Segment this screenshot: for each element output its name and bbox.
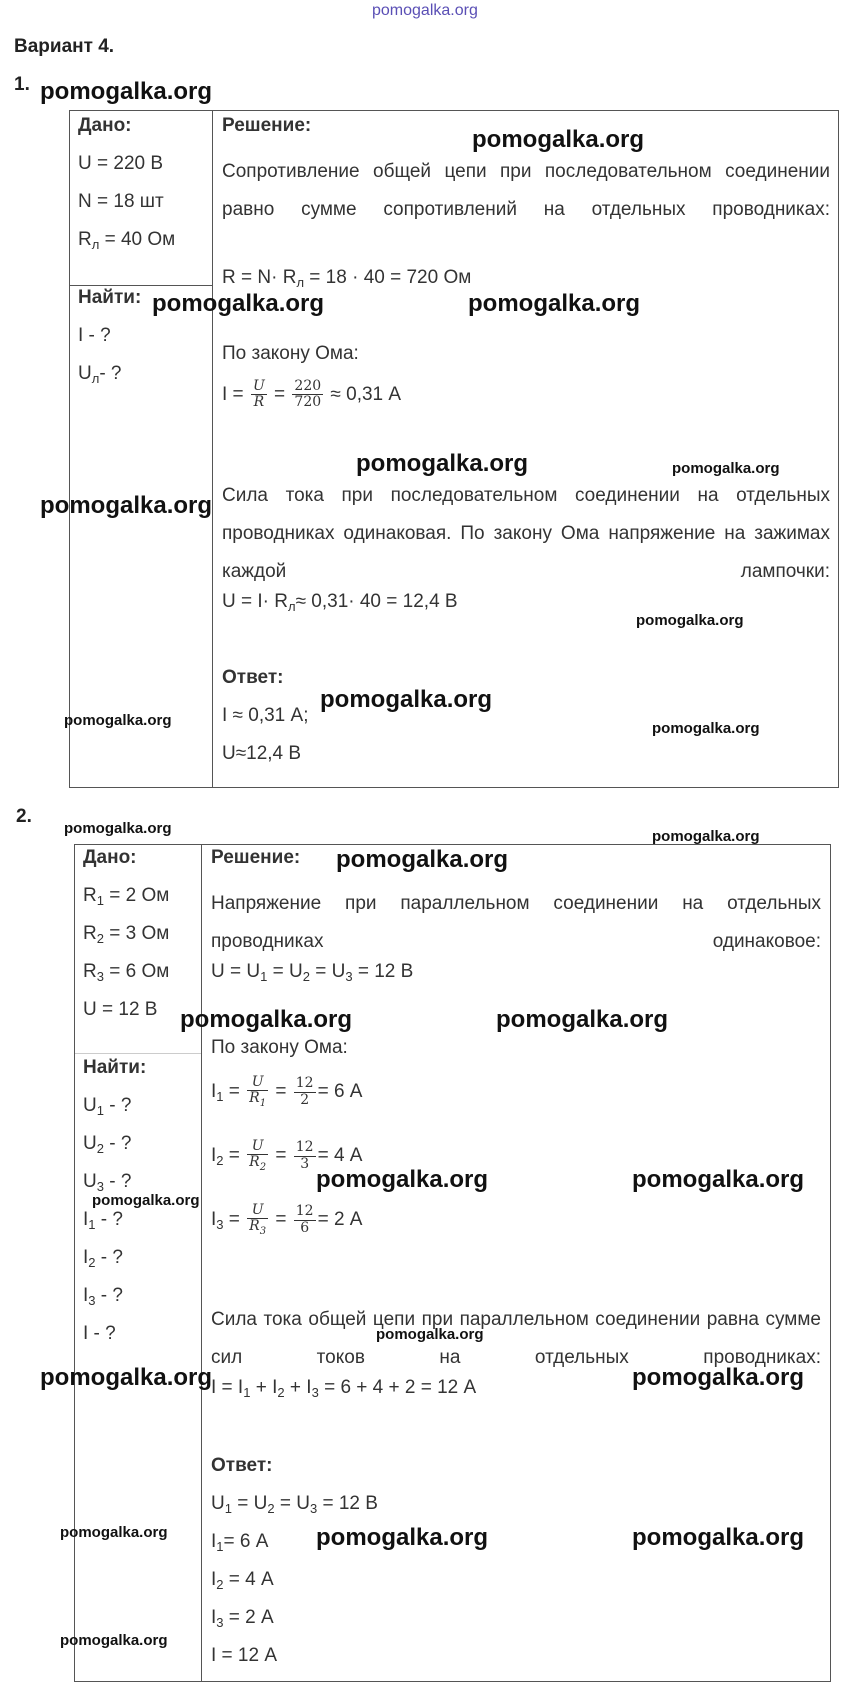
watermark: pomogalka.org	[376, 1326, 484, 1343]
task2-given-title: Дано:	[83, 847, 137, 868]
task1-formula-r: $R = N\cdot R_л = 18 \cdot 40 = 720$ Ом	[222, 267, 472, 290]
watermark: pomogalka.org	[64, 820, 172, 837]
task1-solution-title: Решение:	[222, 115, 312, 136]
watermark: pomogalka.org	[316, 1166, 489, 1193]
task2-find-u1: $U_1$ - ?	[83, 1095, 132, 1118]
task1-answer-title: Ответ:	[222, 667, 284, 688]
task2-para2: Сила тока общей цепи при параллельном соединении равна сумме сил токов на отдельных проводниках:	[211, 1309, 821, 1368]
task2-formula-i: $I = I_1 + I_2 + I_3 = 6 + 4 + 2 = 12$ А	[211, 1377, 477, 1400]
watermark: pomogalka.org	[152, 290, 325, 317]
watermark: pomogalka.org	[632, 1166, 805, 1193]
task1-ohm-title: По закону Ома:	[222, 343, 359, 364]
task2-para1: Напряжение при параллельном соединении на отдельных проводниках одинаковое:	[211, 893, 821, 952]
watermark: pomogalka.org	[472, 126, 645, 153]
watermark: pomogalka.org	[40, 492, 213, 519]
task1-find-title: Найти:	[78, 287, 142, 308]
task2-table	[74, 844, 831, 1682]
task2-given-divider	[75, 1053, 201, 1054]
watermark: pomogalka.org	[652, 720, 760, 737]
task2-formula-i2: $I_2$ = $\frac{U}{R_2}$ = $\frac{12}{3}$ = 4 А	[211, 1138, 363, 1174]
task2-solution-title: Решение:	[211, 847, 301, 868]
watermark: pomogalka.org	[672, 460, 780, 477]
task2-given-r1: $R_1 = 2$ Ом	[83, 885, 170, 908]
task1-answer-voltage: U≈12,4 В	[222, 743, 302, 764]
task2-find-i2: $I_2$ - ?	[83, 1247, 123, 1270]
watermark: pomogalka.org	[356, 450, 529, 477]
task1-formula-i: I = $\frac{U}{R}$ = $\frac{220}{720}$ ≈ 0,31 А	[222, 378, 402, 411]
task2-given-voltage: U = 12 В	[83, 999, 158, 1020]
task1-answer-current: I ≈ 0,31 А;	[222, 705, 309, 726]
task1-para2: Сила тока при последовательном соединении на отдельных проводниках одинаковая. По закону Ома напряжение на зажимах каждой лампочки:	[222, 485, 830, 582]
task2-formula-i3: $I_3$ = $\frac{U}{R_3}$ = $\frac{12}{6}$ = 2 А	[211, 1202, 363, 1238]
watermark: pomogalka.org	[468, 290, 641, 317]
watermark: pomogalka.org	[180, 1006, 353, 1033]
task2-given-r2: $R_2 = 3$ Ом	[83, 923, 170, 946]
task2-find-i1: $I_1$ - ?	[83, 1209, 123, 1232]
task1-formula-u: $U = I\cdot R_л\approx 0,31\cdot 40 = 12,4$ В	[222, 591, 458, 614]
task1-find-voltage: $U_л-$ ?	[78, 363, 122, 386]
task1-number: 1.	[14, 74, 30, 95]
task1-given-count: N = 18 шт	[78, 191, 164, 212]
task2-find-i3: $I_3$ - ?	[83, 1285, 123, 1308]
watermark: pomogalka.org	[632, 1524, 805, 1551]
task2-find-title: Найти:	[83, 1057, 147, 1078]
watermark: pomogalka.org	[496, 1006, 669, 1033]
task2-answer-i1: $I_1= 6$ А	[211, 1531, 269, 1554]
watermark: pomogalka.org	[320, 686, 493, 713]
task2-find-u2: $U_2$ - ?	[83, 1133, 132, 1156]
watermark: pomogalka.org	[316, 1524, 489, 1551]
task1-given-resistance: $R_л = 40$ Ом	[78, 229, 176, 252]
watermark: pomogalka.org	[60, 1524, 168, 1541]
task2-answer-voltages: $U_1 = U_2 = U_3 = 12$ В	[211, 1493, 378, 1516]
watermark: pomogalka.org	[60, 1632, 168, 1649]
task1-given-voltage: U = 220 В	[78, 153, 164, 174]
watermark: pomogalka.org	[336, 846, 509, 873]
watermark: pomogalka.org	[92, 1192, 200, 1209]
task2-given-r3: $R_3 = 6$ Ом	[83, 961, 170, 984]
task2-number: 2.	[16, 806, 32, 827]
task2-answer-i3: $I_3 = 2$ А	[211, 1607, 274, 1630]
task2-find-u3: $U_3$ - ?	[83, 1171, 132, 1194]
task1-find-current: I - ?	[78, 325, 111, 346]
watermark: pomogalka.org	[636, 612, 744, 629]
task1-given-divider	[70, 285, 212, 286]
watermark: pomogalka.org	[64, 712, 172, 729]
watermark: pomogalka.org	[40, 78, 213, 105]
task1-given-title: Дано:	[78, 115, 132, 136]
task2-answer-title: Ответ:	[211, 1455, 273, 1476]
task2-formula-u: $U = U_1 = U_2 = U_3 = 12$ В	[211, 961, 414, 984]
task2-divider	[201, 845, 202, 1681]
task2-answer-i2: $I_2 = 4$ А	[211, 1569, 274, 1592]
site-header-link[interactable]: pomogalka.org	[372, 2, 478, 19]
task2-formula-i1: $I_1$ = $\frac{U}{R_1}$ = $\frac{12}{2}$ = 6 А	[211, 1074, 363, 1110]
watermark: pomogalka.org	[632, 1364, 805, 1391]
task2-answer-i: I = 12 А	[211, 1645, 278, 1666]
task1-divider	[212, 111, 213, 787]
variant-title: Вариант 4.	[14, 36, 115, 57]
task1-para1: Сопротивление общей цепи при последовательном соединении равно сумме сопротивлений на отдельных проводниках:	[222, 161, 830, 220]
task2-ohm-title: По закону Ома:	[211, 1037, 348, 1058]
task2-find-i: I - ?	[83, 1323, 116, 1344]
watermark: pomogalka.org	[40, 1364, 213, 1391]
watermark: pomogalka.org	[652, 828, 760, 845]
